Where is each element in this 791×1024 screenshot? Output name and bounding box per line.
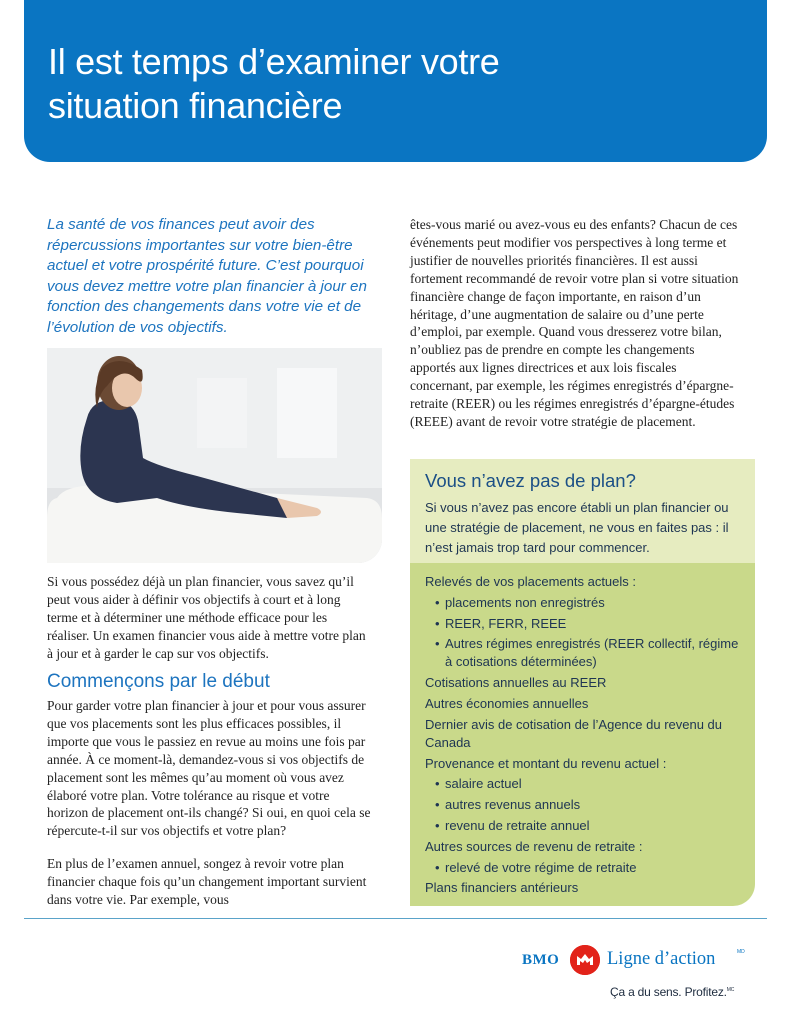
logo-bmo-text: BMO [522, 952, 560, 968]
checklist-item: Provenance et montant du revenu actuel : [425, 755, 667, 771]
logo-product-mark: MD [737, 949, 745, 955]
checklist-subitem: • REER, FERR, REEE [425, 615, 745, 633]
checklist-subitem: • autres revenus annuels [425, 796, 745, 814]
checklist-subitem: • Autres régimes enregistrés (REER collectif, régime à cotisations déterminées) [425, 635, 745, 671]
checklist-item: Cotisations annuelles au REER [425, 675, 607, 691]
documents-checklist [425, 573, 745, 900]
logo-product-name: Ligne d’action [607, 949, 716, 969]
checklist-subitem: • salaire actuel [425, 775, 745, 793]
checklist-subitem: • placements non enregistrés [425, 594, 745, 612]
tagline [610, 985, 734, 999]
intro-text: La santé de vos finances peut avoir des répercussions importantes sur votre bien-être actuel et votre prospérité future. C’est pourquoi vous devez mettre votre plan financier à jour en fonction des changements dans votre vie et de l’évolution de vos objectifs. [47, 216, 367, 336]
header-banner [24, 0, 767, 162]
checklist-item: Autres économies annuelles [425, 695, 589, 711]
woman-on-phone-photo [47, 348, 382, 563]
paragraph-existing-plan: Si vous possédez déjà un plan financier, vous savez qu’il peut vous aider à définir vos objectifs à court et à long terme et à déterminer une méthode efficace pour les réaliser. Un examen financier vous aide à mettre votre plan à jour et à garder le cap sur vos objectifs. [47, 574, 366, 661]
photo-illustration [47, 348, 382, 563]
title-line-1: Il est temps d’examiner votre [48, 41, 500, 82]
box-heading: Vous n’avez pas de plan? [425, 470, 636, 491]
footer-divider [24, 918, 767, 919]
checklist-item: Relevés de vos placements actuels : [425, 574, 636, 589]
tagline-text: Ça a du sens. Profitez. [610, 985, 727, 999]
checklist-subitem: • relevé de votre régime de retraite [425, 859, 745, 877]
checklist-subitem: • revenu de retraite annuel [425, 817, 745, 835]
title-line-2: situation financière [48, 85, 343, 126]
no-plan-sidebar-box [410, 459, 755, 906]
paragraph-annual-review: Pour garder votre plan financier à jour et pour vous assurer que vos placements sont les plus efficaces possibles, il importe que vous le passiez en revue au moins une fois par année. À ce moment-là, demandez-vous si vos objectifs de placement sont les mêmes qu’au moment où vous avez élaboré votre plan. Votre tolérance au risque et votre horizon de placement ont-ils changé? Si oui, en quoi cela se répercute-t-il sur vos objectifs et votre plan? [47, 698, 371, 839]
tagline-mark: MC [726, 987, 735, 993]
checklist-item: Plans financiers antérieurs [425, 880, 579, 896]
section-heading: Commençons par le début [47, 671, 270, 692]
page-title [48, 40, 728, 128]
box-intro-text: Si vous n’avez pas encore établi un plan financier ou une stratégie de placement, ne vous en faites pas : il n’est jamais trop tard pour commencer. [425, 500, 729, 555]
box-header-area [410, 459, 755, 563]
bmo-roundel-icon [570, 945, 600, 975]
checklist-item: Autres sources de revenu de retraite : [425, 838, 643, 854]
paragraph-life-changes: En plus de l’examen annuel, songez à revoir votre plan financier chaque fois qu’un changement important survient dans votre vie. Par exemple, vous [47, 856, 367, 907]
paragraph-life-changes-continued: êtes-vous marié ou avez-vous eu des enfants? Chacun de ces événements peut modifier vos perspectives à long terme et justifier de nouvelles priorités financières. Il est aussi fortement recommandé de revoir votre plan si votre situation financière change de façon importante, en raison d’un héritage, d’une augmentation de salaire ou d’une perte d’emploi, par exemple. Quand vous dresserez votre bilan, n’oubliez pas de prendre en compte les changements apportés aux lignes directrices et aux lois fiscales concernant, par exemple, les régimes enregistrés d’épargne-retraite (REER) ou les régimes enregistrés d’épargne-études (REEE) avant de revoir votre stratégie de placement. [410, 217, 739, 429]
bmo-ligne-daction-logo [522, 945, 762, 979]
checklist-item: Dernier avis de cotisation de l’Agence du revenu du Canada [425, 716, 723, 750]
